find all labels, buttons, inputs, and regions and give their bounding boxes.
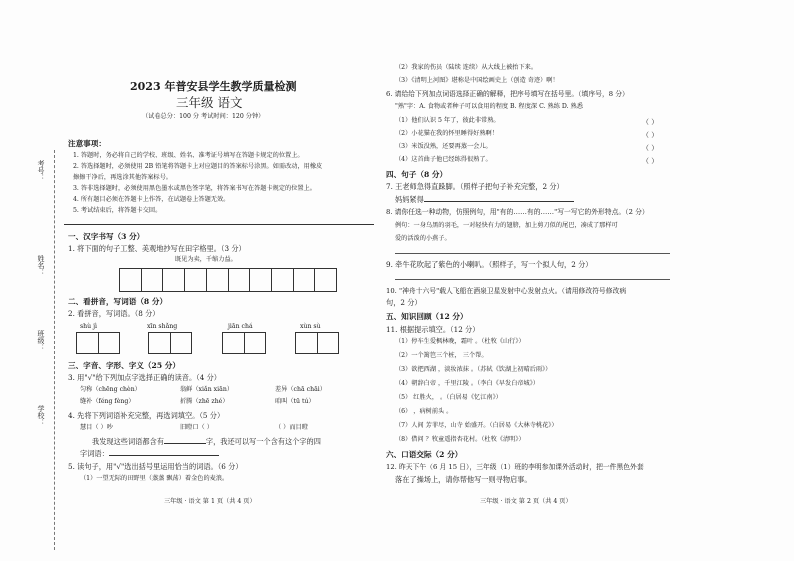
section-4-heading: 四、句子（8 分） <box>386 170 448 179</box>
q4-text-2: 字词语： <box>80 449 219 458</box>
name-label: 姓名： <box>37 255 45 276</box>
school-label: 学校： <box>37 405 45 426</box>
exam-meta: （试卷总分：100 分 考试时间：120 分钟） <box>142 113 265 120</box>
answer-grid[interactable] <box>222 332 266 354</box>
q6-item: （4）这首曲子他已经练得很熟了。 <box>395 156 492 163</box>
note-item: 3. 答非选择题时，必须使用黑色墨水或黑色签字笔，将答案书写在答题卡规定的位置上。 <box>73 185 316 192</box>
q7-answer: 妈妈紧得 <box>395 195 574 204</box>
divider <box>64 224 374 225</box>
q8-example: 例句：一身乌黑的羽毛，一对轻快有力的翅膀，加上剪刀似的尾巴，凑成了那样可 <box>395 222 618 229</box>
q4-word: 慧目（ ）吵 <box>80 424 113 431</box>
section-1-heading: 一、汉字书写（3 分） <box>68 232 145 241</box>
answer-grid[interactable] <box>295 332 339 354</box>
note-item: 擦擦干净后，再选涂其他答案标号。 <box>73 174 172 181</box>
section-5-heading: 五、知识回顾（12 分） <box>386 312 468 321</box>
answer-grid[interactable] <box>76 332 120 354</box>
blank[interactable] <box>424 201 574 202</box>
answer-paren[interactable]: （ ） <box>642 144 659 152</box>
answer-line[interactable] <box>395 279 670 280</box>
blank[interactable] <box>164 443 206 444</box>
section-6-heading: 六、口语交际（2 分） <box>386 450 463 459</box>
q11-item: （7）人间 芳菲尽，山寺 始盛开。（白居易《大林寺桃花》） <box>395 422 558 429</box>
q3-item: 翁鲜（xiǎn xiān） <box>180 386 234 393</box>
q11-item: （5） 红胜火， 。（白居易《忆江南》） <box>395 394 502 401</box>
q4-word: 旧瞪口（ ） <box>180 424 213 431</box>
q11-item: （6） ，病树前头 。 <box>395 408 453 415</box>
question-1-text: 既见为卖，千缩力益。 <box>175 256 237 263</box>
answer-grid[interactable] <box>148 332 192 354</box>
tianzige-grid[interactable] <box>119 268 337 292</box>
question-4: 4. 先将下列词语补充完整，再选词填空。（5 分） <box>68 411 225 420</box>
q6-item: （1）他们认识 5 年了，彼此非常熟。 <box>395 117 500 124</box>
page-footer-left: 三年级 · 语文 第 1 页（共 4 页） <box>164 498 256 505</box>
question-5: 5. 读句子，用"√"选出括号里运用恰当的词语。（6 分） <box>68 462 243 471</box>
section-3-heading: 三、字音、字形、字义（25 分） <box>68 361 180 370</box>
q8-example: 爱的活泼的小燕子。 <box>395 235 451 242</box>
q4-text: 我发现这些词语都含有 字，我还可以写一个含有这个字的四 <box>92 437 321 446</box>
q6-item: （3）米饭没熟，还要再蒸一会儿。 <box>395 143 492 150</box>
note-item: 1. 答题时，务必将自己的学校、班级、姓名、准考证号填写在答题卡规定的位置上。 <box>73 152 304 159</box>
q11-item: （8）借问 ？牧童遥指杏花村。（杜牧《清明》） <box>395 436 525 443</box>
q3-item: 缝补（féng fèng） <box>80 398 135 405</box>
question-1: 1. 将下面的句子工整、美观地抄写在田字格里。（3 分） <box>68 244 246 253</box>
note-item: 2. 答选择题时，必须使用 2B 铅笔将答题卡上对应题目的答案标号涂黑。如需改动，用橡皮 <box>73 163 323 170</box>
answer-paren[interactable]: （ ） <box>642 157 659 165</box>
q5-item: （1）一望无际的田野里（蒸蒸 飘荡）着金色的麦浪。 <box>80 475 229 482</box>
note-item: 5. 考试结束后，将答题卡交回。 <box>73 207 162 214</box>
question-2: 2. 看拼音，写词语。（8 分） <box>68 309 160 318</box>
class-label: 班级： <box>37 330 45 351</box>
q11-item: （4）朝辞白帝 ，千里江陵 。（李白《早发白帝城》） <box>395 380 539 387</box>
binding-line <box>54 150 55 550</box>
answer-line[interactable] <box>395 253 670 254</box>
question-3: 3. 用"√"给下列加点字选择正确的读音。（4 分） <box>68 373 221 382</box>
question-6: 6. 请给给下列加点词语选择正确的解释，把序号填写在括号里。（填序号，8 分） <box>386 90 629 98</box>
question-11: 11. 根据提示填空。（12 分） <box>386 325 480 334</box>
q3-item: 折腾（zhē zhé） <box>180 398 229 405</box>
pinyin: jiān chá <box>228 323 253 330</box>
q6-definition: "熟"字：A. 食物或者种子可以食用的程度 B. 程度深 C. 熟练 D. 熟悉 <box>395 103 583 110</box>
exam-title: 2023 年普安县学生教学质量检测 <box>130 80 297 93</box>
question-12: 12. 昨天下午（6 月 15 日），三年级（1）班的李明参加课外活动时，把一件黑色外套 <box>386 463 644 471</box>
answer-paren[interactable]: （ ） <box>642 131 659 139</box>
q3-item: 差异（chā chāi） <box>275 386 326 393</box>
question-7: 7. 王老师急得直跺脚。（照样子把句子补充完整，2 分） <box>386 182 564 191</box>
q3-item: 咱叫（tū tú） <box>275 398 315 405</box>
page-footer-right: 三年级 · 语文 第 2 页（共 4 页） <box>480 498 572 505</box>
exam-subtitle: 三年级 语文 <box>176 95 243 110</box>
q5-item: （3）《清明上河图》堪称是中国绘画史上（创造 奇迹）啊！ <box>395 77 559 84</box>
section-2-heading: 二、看拼音，写词语（8 分） <box>68 297 168 306</box>
q5-item: （2）我家的伤员（陆续 连续）从大线上被抬下来。 <box>395 64 538 71</box>
pinyin: shù jì <box>80 323 98 330</box>
pinyin: xīn shǎng <box>147 323 178 330</box>
question-10: 10. "神舟十六号"载人飞船在酒泉卫星发射中心发射点火。（请用修改符号修改病 <box>386 287 627 295</box>
blank[interactable] <box>109 455 219 456</box>
q11-item: （2）一个篱笆三个桩， 三个帮。 <box>395 352 488 359</box>
q11-item: （3）欲把西湖 ，淡妆浓抹 。（苏轼《饮湖上初晴后雨》） <box>395 366 552 373</box>
q3-item: 匀称（chēng chèn） <box>80 386 141 393</box>
note-item: 4. 所有题目必须在答题卡上作答，在试题卷上答题无效。 <box>73 196 230 203</box>
exam-no-label: 考号： <box>37 160 45 181</box>
answer-paren[interactable]: （ ） <box>642 118 659 126</box>
pinyin: xùn sù <box>300 323 321 330</box>
question-8: 8. 请你任选一种动物，仿照例句，用"有的……有的……"写一写它的外形特点。（2 分） <box>386 208 649 216</box>
question-12-cont: 落在了操场上，请你帮他写一则寻物启事。 <box>395 475 532 484</box>
q6-item: （2）小花猫在我的怀里睡得好熟啊！ <box>395 130 498 137</box>
q11-item: （1）停车生爱枫林晚，霜叶 。（杜牧《山行》） <box>395 338 525 345</box>
notes-title: 注意事项： <box>68 139 106 148</box>
q4-word: （ ）而目瞪 <box>275 424 308 431</box>
question-10-cont: 句，2 分） <box>386 298 422 307</box>
question-9: 9. 牵牛花吹起了紫色的小喇叭。（照样子，写一个拟人句，2 分） <box>386 260 593 269</box>
